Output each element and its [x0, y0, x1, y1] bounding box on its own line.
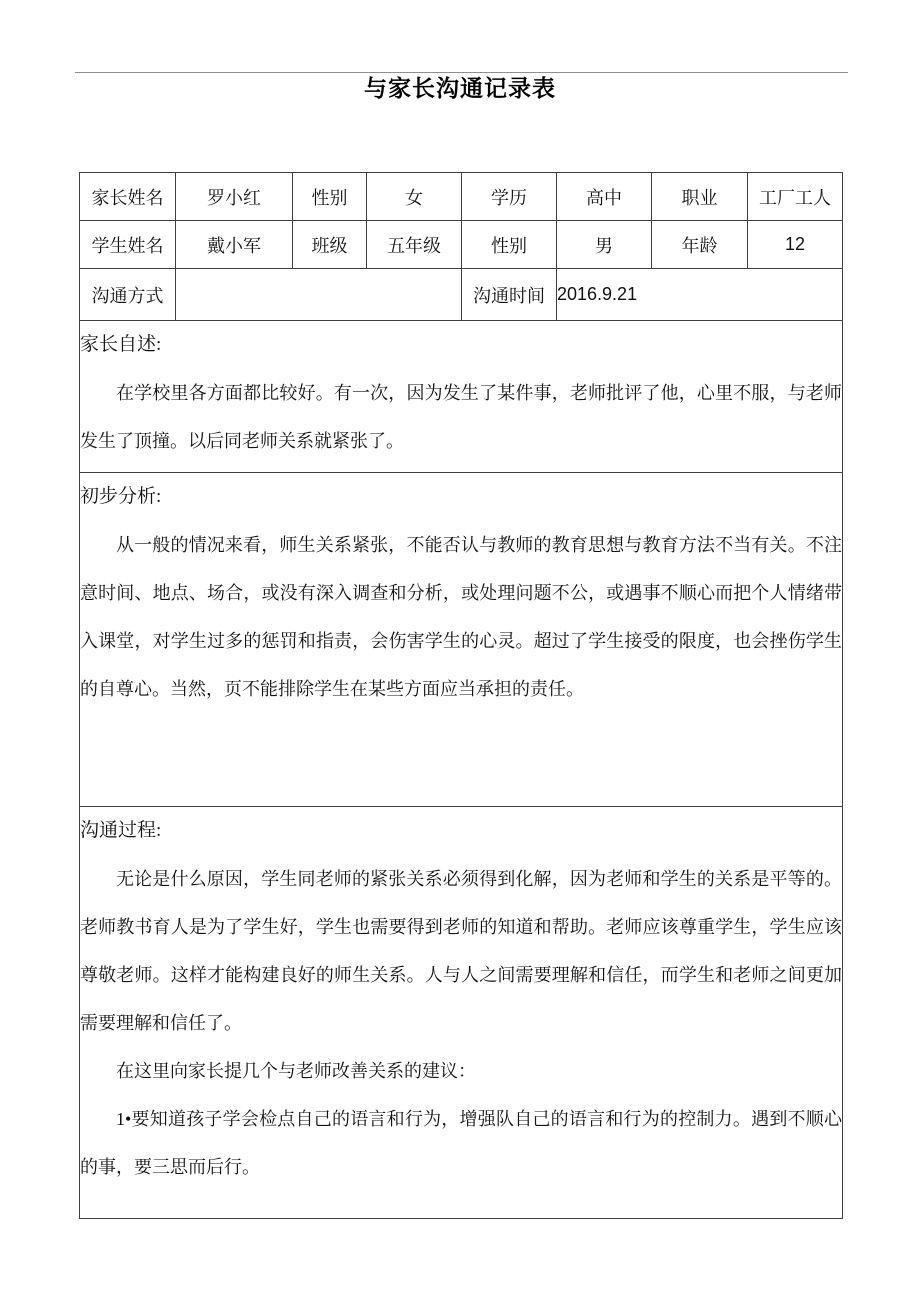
analysis-row [80, 473, 843, 807]
section-title: 家长自述: [80, 334, 162, 355]
student-gender-label: 性别 [462, 221, 557, 269]
parent-gender-label: 性别 [293, 173, 367, 221]
student-info-row [80, 221, 843, 269]
communication-method-label: 沟通方式 [80, 269, 176, 321]
parent-statement-section [80, 321, 843, 473]
section-title: 初步分析: [80, 486, 162, 507]
parent-gender-value: 女 [367, 173, 462, 221]
parent-name-value: 罗小红 [176, 173, 293, 221]
page-title: 与家长沟通记录表 [364, 75, 556, 101]
communication-time-label: 沟通时间 [462, 269, 557, 321]
parent-info-row [80, 173, 843, 221]
parent-education-value: 高中 [557, 173, 652, 221]
section-paragraph: 在学校里各方面都比较好。有一次，因为发生了某件事，老师批评了他，心里不服，与老师发生了顶撞。以后同老师关系就紧张了。 [80, 383, 842, 451]
parent-name-label: 家长姓名 [80, 173, 176, 221]
student-age-value: 12 [748, 221, 843, 269]
student-gender-value: 男 [557, 221, 652, 269]
parent-statement-row [80, 321, 843, 473]
parent-education-label: 学历 [462, 173, 557, 221]
communication-time-value: 2016.9.21 [557, 269, 843, 321]
communication-meta-row [80, 269, 843, 321]
process-row [80, 807, 843, 1219]
communication-process-section [80, 807, 843, 1219]
student-age-label: 年龄 [652, 221, 748, 269]
section-title: 沟通过程: [80, 820, 162, 841]
parent-occupation-value: 工厂工人 [748, 173, 843, 221]
section-paragraph: 无论是什么原因，学生同老师的紧张关系必须得到化解，因为老师和学生的关系是平等的。老师教书育人是为了学生好，学生也需要得到老师的知道和帮助。老师应该尊重学生，学生应该尊敬老师。这样才能构建良好的师生关系。人与人之间需要理解和信任，而学生和老师之间更加需要理解和信任了。 [80, 869, 842, 1033]
student-class-label: 班级 [293, 221, 367, 269]
student-class-value: 五年级 [367, 221, 462, 269]
communication-form-table [79, 172, 843, 1219]
preliminary-analysis-section [80, 473, 843, 807]
parent-occupation-label: 职业 [652, 173, 748, 221]
communication-method-value [176, 269, 462, 321]
section-paragraph: 在这里向家长提几个与老师改善关系的建议： [116, 1061, 476, 1081]
student-name-label: 学生姓名 [80, 221, 176, 269]
student-name-value: 戴小军 [176, 221, 293, 269]
section-paragraph: 从一般的情况来看，师生关系紧张，不能否认与教师的教育思想与教育方法不当有关。不注意时间、地点、场合，或没有深入调查和分析，或处理问题不公，或遇事不顺心而把个人情绪带入课堂，对学生过多的惩罚和指责，会伤害学生的心灵。超过了学生接受的限度，也会挫伤学生的自尊心。当然，页不能排除学生在某些方面应当承担的责任。 [80, 535, 842, 699]
section-paragraph: 1•要知道孩子学会检点自己的语言和行为，增强队自己的语言和行为的控制力。遇到不顺心的事，要三思而后行。 [80, 1109, 842, 1177]
